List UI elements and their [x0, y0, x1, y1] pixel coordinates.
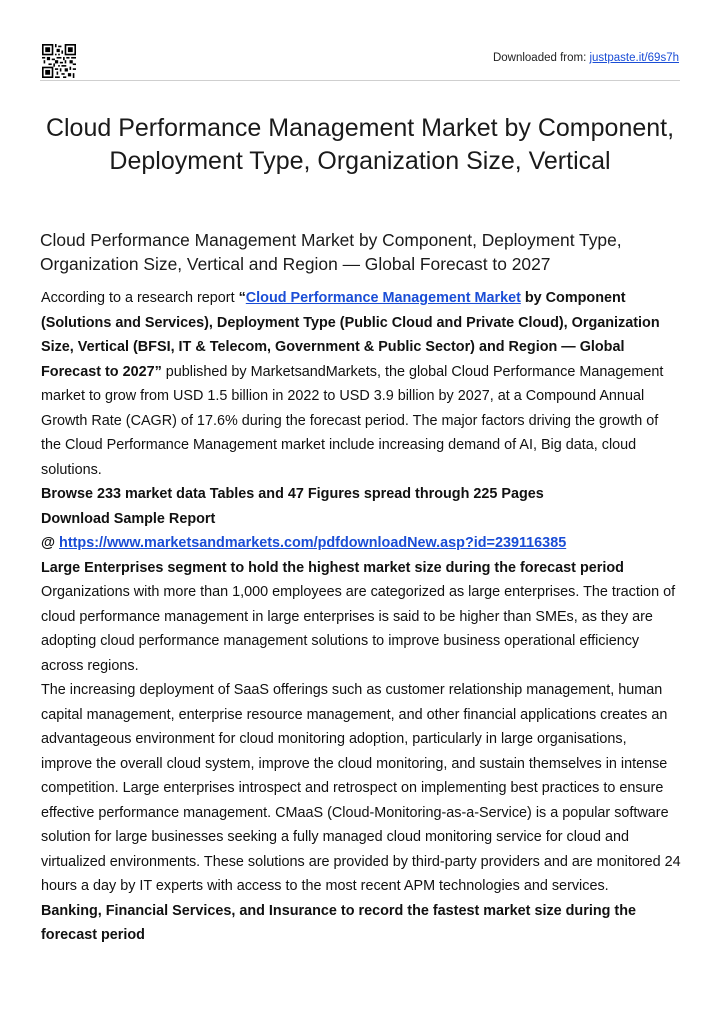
- market-report-link[interactable]: Cloud Performance Management Market: [245, 290, 521, 306]
- qr-code-icon: [42, 44, 76, 78]
- header-divider: [40, 80, 680, 81]
- article-body: [41, 286, 681, 948]
- download-source: [493, 52, 679, 64]
- section-heading-large-enterprises: Large Enterprises segment to hold the highest market size during the forecast period: [41, 559, 624, 576]
- intro-report-title: by Component (Solutions and Services), Deployment Type (Public Cloud and Private Cloud), Organization Size, Vertical (BFSI, IT & Telecom, Government & Public Sector) and Region — Global Forecast to 2027”: [41, 290, 660, 380]
- intro-rest: published by MarketsandMarkets, the global Cloud Performance Management market to grow from USD 1.5 billion in 2022 to USD 3.9 billion by 2027, at a Compound Annual Growth Rate (CAGR) of 17.6% during the forecast period. The major factors driving the growth of the Cloud Performance Management market include increasing demand of AI, Big data, cloud solutions.: [41, 363, 664, 478]
- browse-line: Browse 233 market data Tables and 47 Figures spread through 225 Pages: [41, 486, 544, 502]
- sample-report-label: Download Sample Report: [41, 510, 216, 527]
- download-source-label: Downloaded from:: [492, 52, 590, 64]
- section-heading-bfsi: Banking, Financial Services, and Insurance to record the fastest market size during the forecast period: [41, 902, 636, 943]
- page-title: Cloud Performance Management Market by Component, Deployment Type, Organization Size, Vertical: [45, 114, 675, 175]
- download-source-link[interactable]: justpaste.it/69s7h: [589, 52, 679, 64]
- intro-quote-open: “: [238, 290, 246, 306]
- large-enterprises-paragraph-1: Organizations with more than 1,000 employees are categorized as large enterprises. The traction of cloud performance management in large enterprises is said to be higher than SMEs, as they are adopting cloud performance management solutions to improve business operational efficiency across regions.: [41, 584, 676, 674]
- sample-report-link[interactable]: https://www.marketsandmarkets.com/pdfdownloadNew.asp?id=239116385: [59, 535, 567, 551]
- intro-lead: According to a research report: [41, 290, 239, 306]
- sample-report-line: [41, 531, 681, 556]
- large-enterprises-paragraph-2: The increasing deployment of SaaS offerings such as customer relationship management, human capital management, enterprise resource management, and other financial applications creates an advantageous environment for cloud monitoring adoption, particularly in large organisations, improve the overall cloud system, improve the cloud monitoring, and sustain themselves in intense competition. Large enterprises introspect and retrospect on implementing best practices to ensure effective performance management. CMaaS (Cloud-Monitoring-as-a-Service) is a popular software solution for large businesses seeking a fully managed cloud monitoring service for cloud and virtualized environments. These solutions are provided by third-party providers and are monitored 24 hours a day by IT experts with access to the most recent APM technologies and services.: [41, 682, 681, 894]
- page-subtitle: Cloud Performance Management Market by Component, Deployment Type, Organization Size, Vertical and Region — Global Forecast to 2027: [40, 230, 622, 274]
- sample-at: @: [41, 535, 60, 551]
- intro-paragraph: [41, 286, 681, 482]
